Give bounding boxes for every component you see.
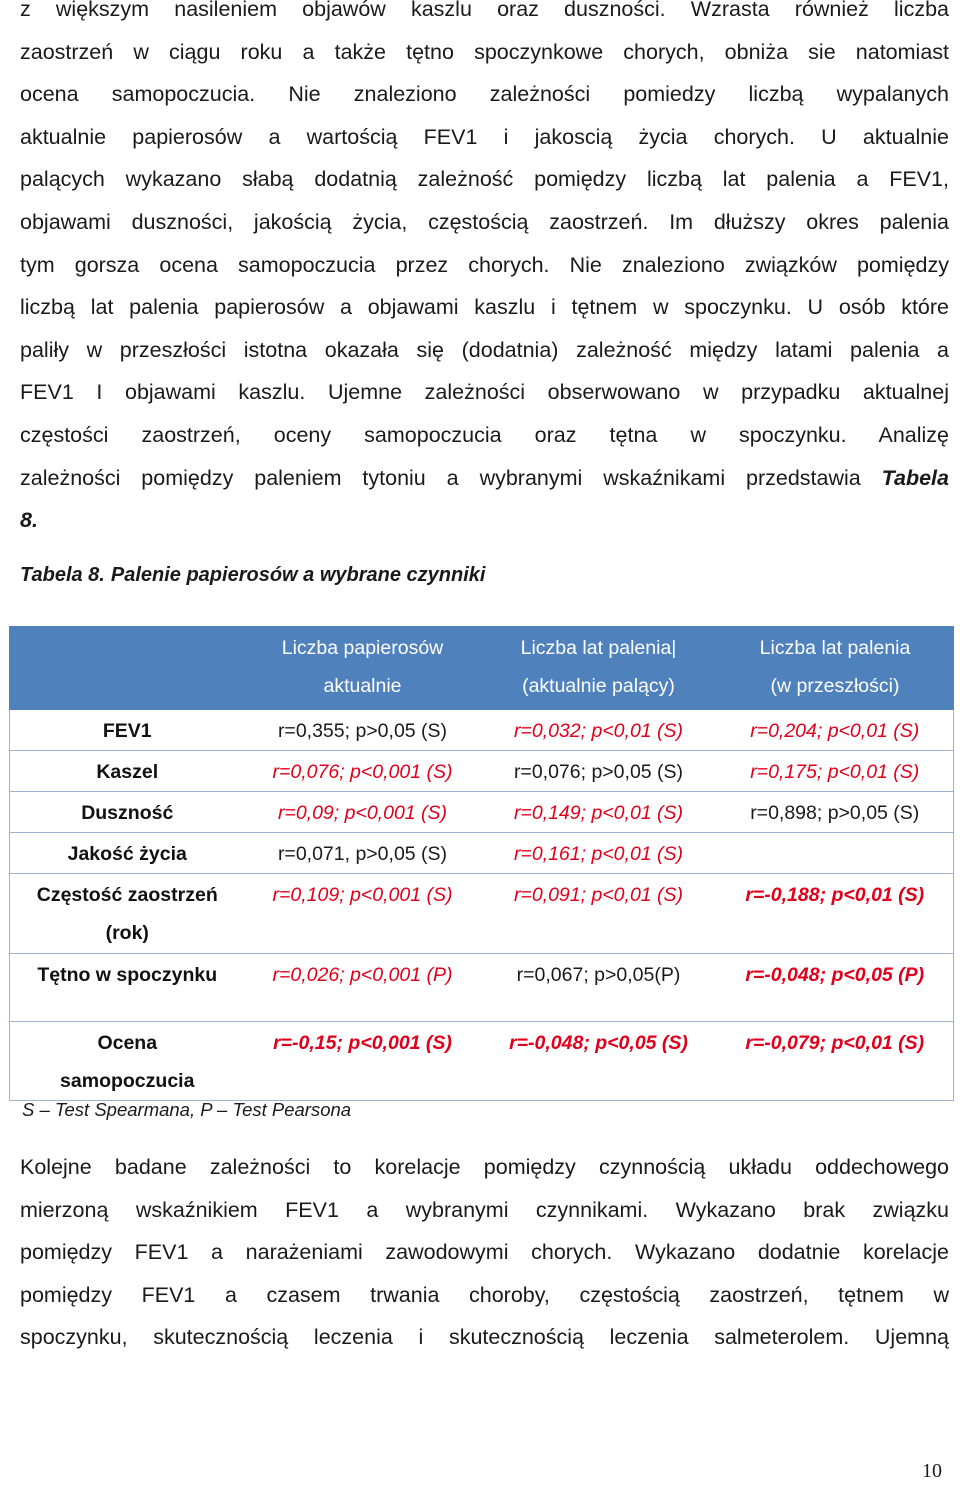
table-cell: r=0,109; p<0,001 (S) — [245, 874, 481, 954]
caption-title: Palenie papierosów a wybrane czynniki — [110, 564, 486, 586]
table-row — [10, 833, 954, 874]
table-cell — [717, 833, 954, 874]
text-line: paliły w przeszłości istotna okazała się (dodatnia) zależność między latami palenia a — [20, 337, 949, 362]
text-line: z większym nasileniem objawów kaszlu oraz duszności. Wzrasta również liczba — [20, 0, 949, 21]
body-paragraph-2 — [20, 1146, 949, 1359]
table-cell: r=0,076; p>0,05 (S) — [481, 751, 717, 792]
row-label: Duszność — [10, 792, 245, 833]
row-label: Kaszel — [10, 751, 245, 792]
row-label: Częstość zaostrzeń (rok) — [10, 874, 245, 954]
table-cell: r=0,204; p<0,01 (S) — [717, 710, 954, 751]
table-footnote: S – Test Spearmana, P – Test Pearsona — [22, 1099, 352, 1120]
text-line: częstości zaostrzeń, oceny samopoczucia oraz tętna w spoczynku. Analizę — [20, 422, 949, 447]
table-header-row — [10, 627, 954, 710]
table-cell: r=0,091; p<0,01 (S) — [481, 874, 717, 954]
text-line: mierzoną wskaźnikiem FEV1 a wybranymi czynnikami. Wykazano brak związku — [20, 1197, 949, 1222]
row-label: Tętno w spoczynku — [10, 954, 245, 1022]
table-cell: r=0,175; p<0,01 (S) — [717, 751, 954, 792]
text-line: liczbą lat palenia papierosów a objawami kaszlu i tętnem w spoczynku. U osób które — [20, 295, 949, 320]
text-line: FEV1 I objawami kaszlu. Ujemne zależności obserwowano w przypadku aktualnej — [20, 380, 949, 405]
table-cell: r=0,071, p>0,05 (S) — [245, 833, 481, 874]
table-cell: r=0,076; p<0,001 (S) — [245, 751, 481, 792]
text-line: Kolejne badane zależności to korelacje pomiędzy czynnością układu oddechowego — [20, 1155, 949, 1179]
table-cell: r=-0,079; p<0,01 (S) — [717, 1022, 954, 1101]
text-line: spoczynku, skutecznością leczenia i skutecznością leczenia salmeterolem. Ujemną — [20, 1325, 949, 1350]
text-line-with-ref — [20, 457, 949, 500]
text-fragment: zależności pomiędzy paleniem tytoniu a wybranymi wskaźnikami przedstawia — [20, 465, 882, 490]
table-row — [10, 874, 954, 954]
table-cell: r=-0,048; p<0,05 (P) — [717, 954, 954, 1022]
text-line: ocena samopoczucia. Nie znaleziono zależności pomiedzy liczbą wypalanych — [20, 82, 949, 107]
row-label: Jakość życia — [10, 833, 245, 874]
table-row — [10, 1022, 954, 1101]
body-paragraph-1 — [20, 0, 949, 542]
table-row — [10, 954, 954, 1022]
results-table — [9, 626, 954, 1101]
table-cell: r=-0,188; p<0,01 (S) — [717, 874, 954, 954]
table-cell: r=0,149; p<0,01 (S) — [481, 792, 717, 833]
header-empty — [10, 627, 245, 710]
table-cell: r=0,355; p>0,05 (S) — [245, 710, 481, 751]
page-number: 10 — [922, 1460, 942, 1482]
table-cell: r=0,067; p>0,05(P) — [481, 954, 717, 1022]
text-line: zaostrzeń w ciągu roku a także tętno spoczynkowe chorych, obniża sie natomiast — [20, 39, 949, 64]
text-line: pomiędzy FEV1 a narażeniami zawodowymi chorych. Wykazano dodatnie korelacje — [20, 1240, 949, 1265]
header-years-former: Liczba lat palenia (w przeszłości) — [717, 627, 954, 710]
table-caption — [20, 564, 485, 587]
table-row — [10, 792, 954, 833]
row-label: Ocena samopoczucia — [10, 1022, 245, 1101]
text-line: palących wykazano słabą dodatnią zależność pomiędzy liczbą lat palenia a FEV1, — [20, 167, 949, 192]
table-cell: r=0,09; p<0,001 (S) — [245, 792, 481, 833]
table-row — [10, 710, 954, 751]
table-cell: r=0,026; p<0,001 (P) — [245, 954, 481, 1022]
row-label: FEV1 — [10, 710, 245, 751]
table-reference-number: 8. — [20, 508, 38, 533]
text-line: aktualnie papierosów a wartością FEV1 i jakoscią życia chorych. U aktualnie — [20, 124, 949, 149]
table-cell: r=-0,15; p<0,001 (S) — [245, 1022, 481, 1101]
table-cell: r=0,161; p<0,01 (S) — [481, 833, 717, 874]
caption-label: Tabela 8. — [20, 564, 105, 586]
table-cell: r=0,032; p<0,01 (S) — [481, 710, 717, 751]
table-cell: r=0,898; p>0,05 (S) — [717, 792, 954, 833]
table-reference: Tabela — [881, 465, 949, 490]
header-cigarettes-current: Liczba papierosów aktualnie — [245, 627, 481, 710]
header-years-current: Liczba lat palenia| (aktualnie palący) — [481, 627, 717, 710]
text-line: objawami duszności, jakością życia, częstością zaostrzeń. Im dłuższy okres palenia — [20, 209, 949, 234]
text-line: pomiędzy FEV1 a czasem trwania choroby, częstością zaostrzeń, tętnem w — [20, 1282, 949, 1307]
text-line: tym gorsza ocena samopoczucia przez chorych. Nie znaleziono związków pomiędzy — [20, 252, 949, 277]
table-cell: r=-0,048; p<0,05 (S) — [481, 1022, 717, 1101]
table-row — [10, 751, 954, 792]
